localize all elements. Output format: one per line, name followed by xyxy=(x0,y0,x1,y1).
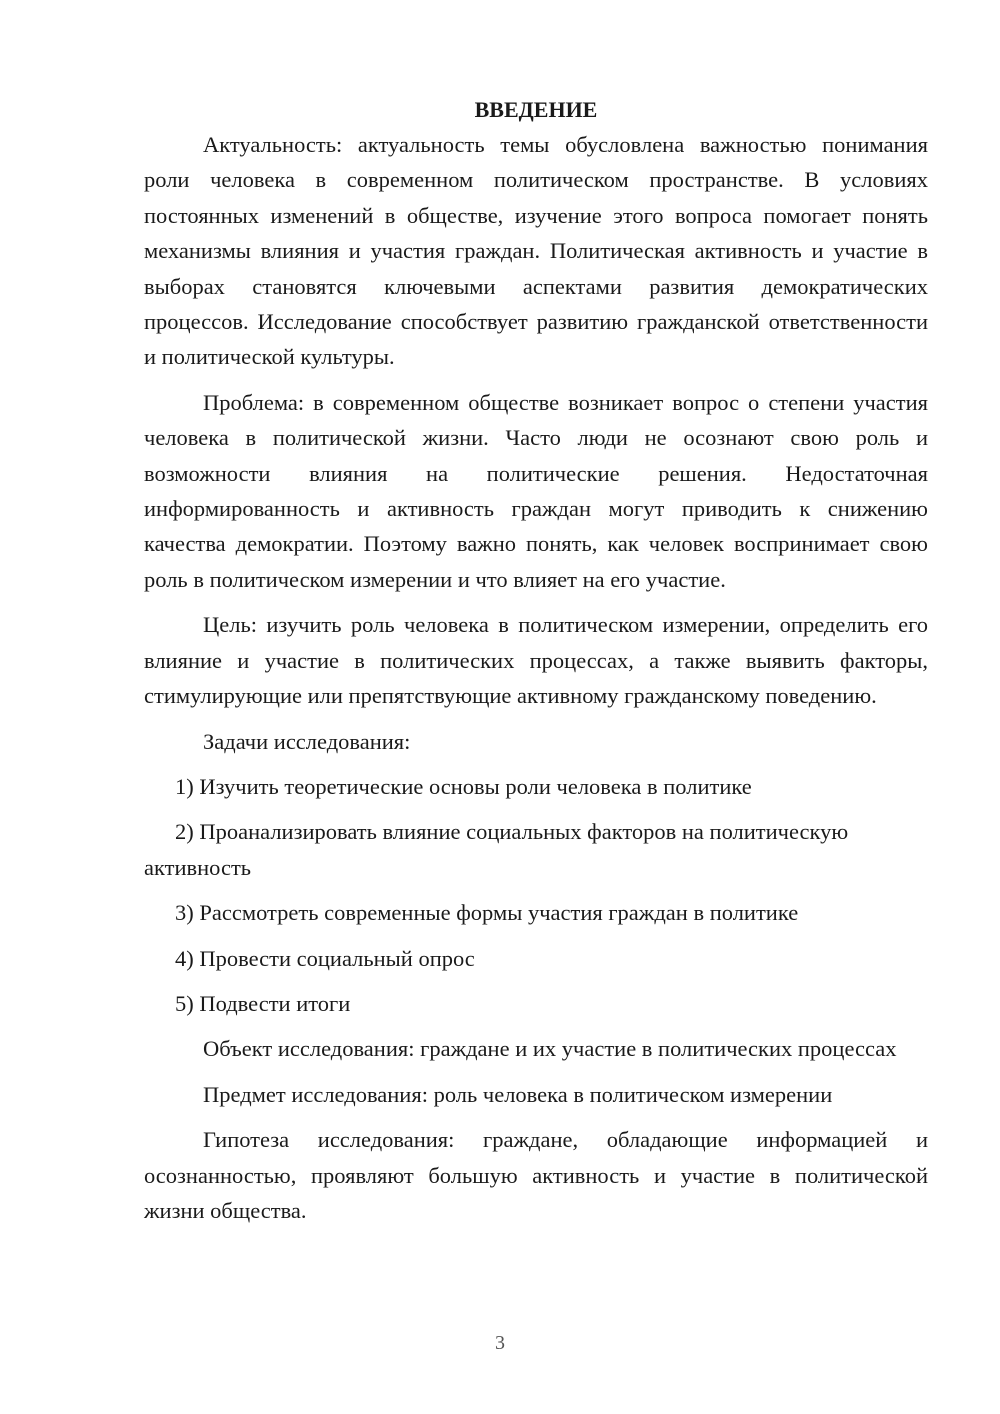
goal-paragraph: Цель: изучить роль человека в политическом измерении, определить его влияние и участие в политических процессах, а также выявить факторы, стимулирующие или препятствующие активному гражданскому поведению. xyxy=(144,612,928,709)
relevance-paragraph: Актуальность: актуальность темы обусловлена важностью понимания роли человека в современном политическом пространстве. В условиях постоянных изменений в обществе, изучение этого вопроса помогает понять механизмы влияния и участия граждан. Политическая активность и участие в выборах становятся ключевыми аспектами развития демократических процессов. Исследование способствует развитию гражданской ответственности и политической культуры. xyxy=(144,132,928,370)
problem-paragraph: Проблема: в современном обществе возникает вопрос о степени участия человека в политической жизни. Часто люди не осознают свою роль и возможности влияния на политические решения. Недостаточная информированность и активность граждан могут приводить к снижению качества демократии. Поэтому важно понять, как человек воспринимает свою роль в политическом измерении и что влияет на его участие. xyxy=(144,389,928,592)
document-page xyxy=(144,92,928,1238)
tasks-heading: Задачи исследования: xyxy=(203,728,411,754)
task-item-3: 3) Рассмотреть современные формы участия граждан в политике xyxy=(175,900,799,926)
task-item-4: 4) Провести социальный опрос xyxy=(175,945,475,971)
task-item-2: 2) Проанализировать влияние социальных факторов на политическую активность xyxy=(144,819,849,880)
object-paragraph: Объект исследования: граждане и их участие в политических процессах xyxy=(203,1036,897,1062)
subject-paragraph: Предмет исследования: роль человека в политическом измерении xyxy=(203,1081,833,1107)
task-item-5: 5) Подвести итоги xyxy=(175,990,351,1016)
hypothesis-paragraph: Гипотеза исследования: граждане, обладающие информацией и осознанностью, проявляют большую активность и участие в политической жизни общества. xyxy=(144,1127,928,1223)
section-title: ВВЕДЕНИЕ xyxy=(474,97,598,122)
task-item-1: 1) Изучить теоретические основы роли человека в политике xyxy=(175,773,752,799)
page-number: 3 xyxy=(495,1332,505,1354)
